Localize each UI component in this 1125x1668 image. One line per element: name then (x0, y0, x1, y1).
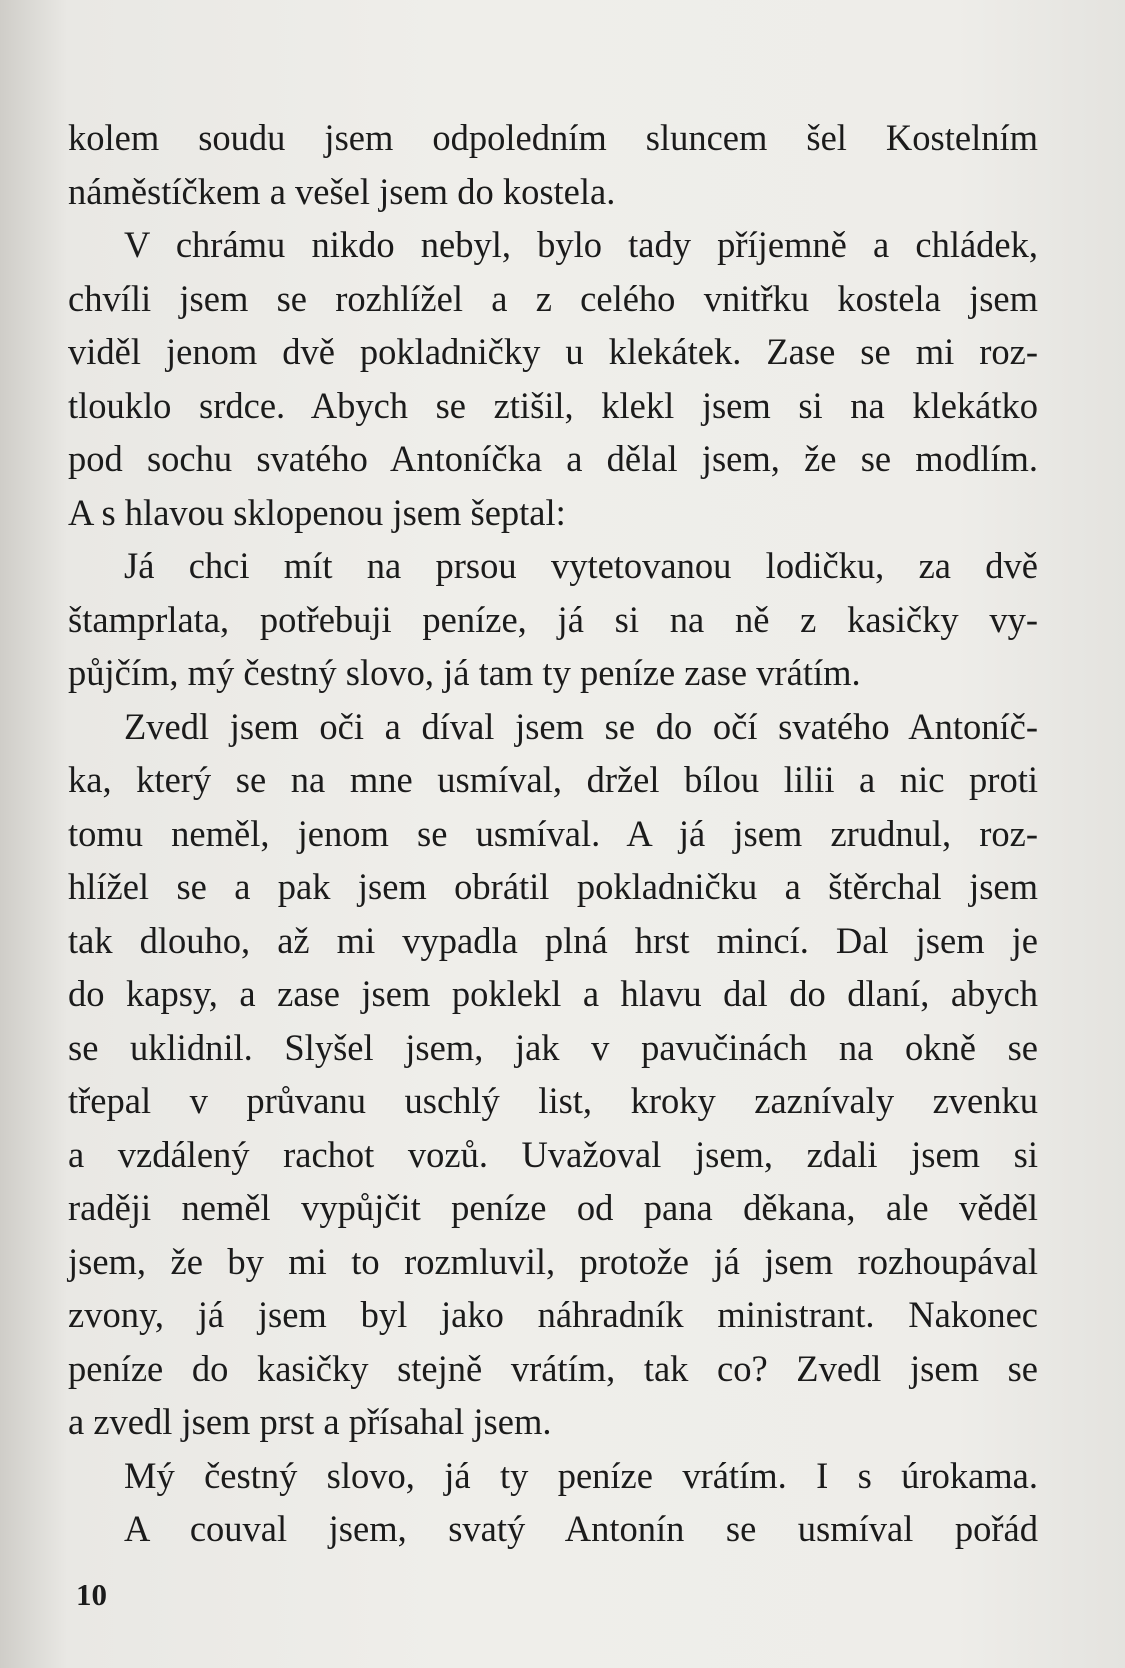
page-number: 10 (76, 1577, 107, 1612)
text-line: půjčím, mý čestný slovo, já tam ty peníze zase vrátím. (68, 652, 861, 693)
text-line: viděl jenom dvě pokladničky u klekátek. Zase se mi roz- (68, 331, 1038, 372)
text-line: štamprlata, potřebuji peníze, já si na ně z kasičky vy- (68, 598, 1038, 640)
text-line: ka, který se na mne usmíval, držel bílou lilii a nic proti (68, 759, 1038, 800)
text-line: jsem, že by mi to rozmluvil, protože já jsem rozhoupával (68, 1240, 1038, 1282)
text-line: třepal v průvanu uschlý list, kroky zaznívaly zvenku (68, 1080, 1038, 1121)
text-line: tlouklo srdce. Abych se ztišil, klekl jsem si na klekátko (68, 384, 1038, 426)
text-line: Zvedl jsem oči a díval jsem se do očí svatého Antoníč- (124, 705, 1038, 747)
text-line: se uklidnil. Slyšel jsem, jak v pavučinách na okně se (68, 1026, 1038, 1068)
text-line: peníze do kasičky stejně vrátím, tak co? Zvedl jsem se (68, 1347, 1038, 1389)
body-text (68, 111, 1038, 1556)
text-line: V chrámu nikdo nebyl, bylo tady příjemně a chládek, (124, 224, 1038, 265)
text-line: Mý čestný slovo, já ty peníze vrátím. I s úrokama. (124, 1454, 1038, 1496)
text-line: hlížel se a pak jsem obrátil pokladničku a štěrchal jsem (68, 866, 1038, 907)
text-line: raději neměl vypůjčit peníze od pana děkana, ale věděl (68, 1187, 1038, 1228)
text-line: kolem soudu jsem odpoledním sluncem šel Kostelním (68, 117, 1038, 158)
text-line: chvíli jsem se rozhlížel a z celého vnitřku kostela jsem (68, 277, 1038, 319)
text-line: do kapsy, a zase jsem poklekl a hlavu dal do dlaní, abych (68, 973, 1038, 1014)
text-line: A couval jsem, svatý Antonín se usmíval pořád (124, 1508, 1038, 1549)
text-line: tomu neměl, jenom se usmíval. A já jsem zrudnul, roz- (68, 812, 1038, 854)
text-line: zvony, já jsem byl jako náhradník ministrant. Nakonec (68, 1294, 1038, 1335)
text-line: tak dlouho, až mi vypadla plná hrst mincí. Dal jsem je (68, 919, 1038, 961)
text-line: a vzdálený rachot vozů. Uvažoval jsem, zdali jsem si (68, 1133, 1038, 1175)
text-line: náměstíčkem a vešel jsem do kostela. (68, 170, 616, 212)
text-line: pod sochu svatého Antoníčka a dělal jsem, že se modlím. (68, 438, 1038, 479)
text-line: Já chci mít na prsou vytetovanou lodičku, za dvě (124, 545, 1038, 586)
text-line: A s hlavou sklopenou jsem šeptal: (68, 491, 566, 533)
text-line: a zvedl jsem prst a přísahal jsem. (68, 1401, 552, 1442)
